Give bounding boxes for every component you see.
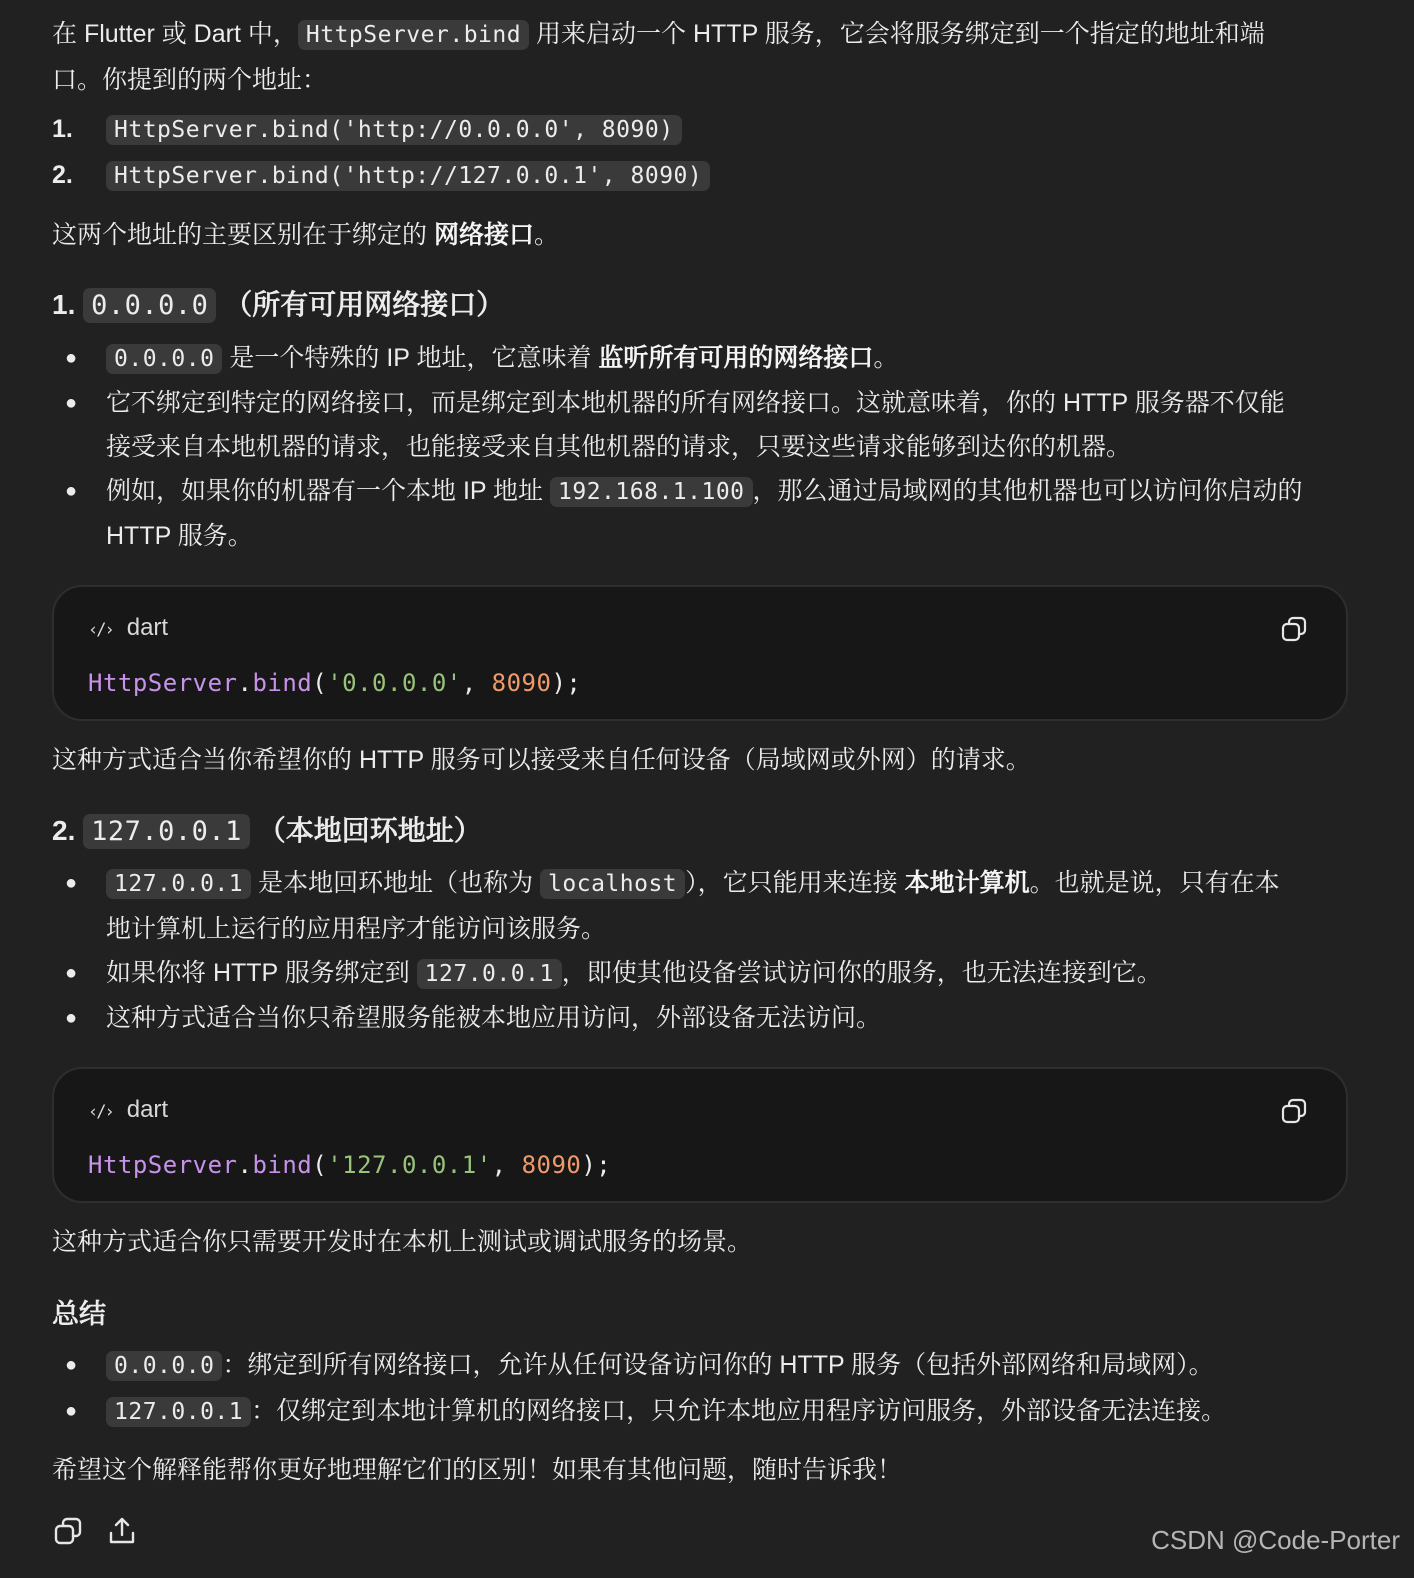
bullet-dot: ●: [65, 962, 78, 984]
code-line: [88, 1151, 611, 1179]
bullet-text: [106, 951, 1162, 996]
text: ：绑定到所有网络接口，允许从任何设备访问你的 HTTP 服务（包括外部网络和局域网）。: [222, 1351, 1214, 1379]
text: ），它只能用来连接: [685, 869, 905, 897]
text: 是本地回环地址（也称为: [251, 869, 541, 897]
code-block-header: [88, 613, 168, 643]
list-item: [52, 1389, 1352, 1433]
text: ：仅绑定到本地计算机的网络接口，只允许本地应用程序访问服务，外部设备无法连接。: [251, 1397, 1227, 1425]
bold-text: 本地计算机: [904, 869, 1030, 897]
paragraph-text: 这两个地址的主要区别在于绑定的: [52, 221, 434, 249]
paragraph-text: 这种方式适合当你希望你的 HTTP 服务可以接受来自任何设备（局域网或外网）的请求。: [52, 746, 1031, 774]
token-punct: .: [237, 669, 253, 697]
list-item: [52, 381, 1352, 425]
intro-text: 在 Flutter 或 Dart 中，: [52, 20, 298, 48]
inline-code: HttpServer.bind: [298, 20, 529, 50]
bullet-dot: ●: [65, 347, 78, 369]
token-method: bind: [252, 1151, 313, 1179]
list-item: [52, 951, 1352, 995]
intro-text: 用来启动一个 HTTP 服务，它会将服务绑定到一个指定的地址和端: [529, 20, 1265, 48]
list-item: [52, 153, 710, 197]
bullet-text: [106, 1389, 1226, 1434]
bold-text: 监听所有可用的网络接口: [598, 344, 874, 372]
bullet-dot: ●: [65, 1007, 78, 1029]
token-number: 8090: [521, 1151, 582, 1179]
token-class: HttpServer: [88, 1151, 238, 1179]
text: 例如，如果你的机器有一个本地 IP 地址: [106, 477, 551, 505]
inline-code: 127.0.0.1: [83, 814, 250, 849]
bullet-text: 这种方式适合当你只希望服务能被本地应用访问，外部设备无法访问。: [106, 1004, 882, 1032]
inline-code: 127.0.0.1: [417, 959, 562, 989]
inline-code: 0.0.0.0: [83, 288, 216, 323]
inline-code: 127.0.0.1: [106, 869, 251, 899]
summary-heading: 总结: [52, 1299, 106, 1329]
share-icon[interactable]: [106, 1515, 138, 1547]
list-item-continuation: [52, 907, 1352, 951]
token-punct: .: [237, 1151, 253, 1179]
text: 。也就是说，只有在本: [1029, 869, 1280, 897]
list-item: [52, 861, 1352, 905]
token-punct: (: [312, 669, 328, 697]
copy-icon[interactable]: [1280, 615, 1308, 643]
code-line: [88, 669, 581, 697]
bullet-text: [106, 1343, 1214, 1388]
token-punct: );: [581, 1151, 612, 1179]
bullet-text: [106, 336, 898, 381]
list-item: [52, 996, 1352, 1040]
heading-number: 2.: [52, 815, 76, 846]
copy-icon[interactable]: [1280, 1097, 1308, 1125]
text: ，即使其他设备尝试访问你的服务，也无法连接到它。: [561, 959, 1162, 987]
paragraph-text: 。: [533, 221, 559, 249]
list-number: 1.: [52, 115, 73, 143]
bullet-dot: ●: [65, 1354, 78, 1376]
bullet-text: 接受来自本地机器的请求，也能接受来自其他机器的请求，只要这些请求能够到达你的机器。: [106, 433, 1132, 461]
intro-line-1: [52, 12, 1265, 56]
text: 是一个特殊的 IP 地址，它意味着: [222, 344, 599, 372]
token-punct: ,: [491, 1151, 522, 1179]
inline-code: HttpServer.bind('http://0.0.0.0', 8090): [106, 115, 682, 145]
text: ，那么通过局域网的其他机器也可以访问你启动的: [752, 477, 1303, 505]
bullet-dot: ●: [65, 480, 78, 502]
inline-code: localhost: [540, 869, 685, 899]
heading-title: （所有可用网络接口）: [224, 289, 505, 320]
token-string: '127.0.0.1': [327, 1151, 492, 1179]
text: 如果你将 HTTP 服务绑定到: [106, 959, 417, 987]
token-punct: (: [312, 1151, 328, 1179]
token-method: bind: [252, 669, 313, 697]
list-item: [52, 336, 1352, 380]
bullet-text: [106, 469, 1303, 514]
list-item: [52, 1343, 1352, 1387]
list-number: 2.: [52, 161, 73, 189]
token-string: '0.0.0.0': [327, 669, 462, 697]
bullet-dot: ●: [65, 392, 78, 414]
bullet-dot: ●: [65, 872, 78, 894]
section-1-heading: [52, 283, 504, 327]
code-block: [52, 1067, 1348, 1203]
bullet-text: 地计算机上运行的应用程序才能访问该服务。: [106, 915, 607, 943]
bullet-text: HTTP 服务。: [106, 522, 253, 550]
bullet-text: 它不绑定到特定的网络接口，而是绑定到本地机器的所有网络接口。这就意味着，你的 HTTP 服务器不仅能: [106, 389, 1285, 417]
token-class: HttpServer: [88, 669, 238, 697]
heading-title: （本地回环地址）: [257, 815, 482, 846]
code-language: dart: [126, 614, 169, 641]
token-punct: ,: [461, 669, 492, 697]
list-item-continuation: [52, 514, 1352, 558]
diff-paragraph: [52, 213, 559, 257]
bullet-dot: ●: [65, 1400, 78, 1422]
inline-code: 0.0.0.0: [106, 1351, 222, 1381]
paragraph-text: 这种方式适合你只需要开发时在本机上测试或调试服务的场景。: [52, 1228, 753, 1256]
token-punct: );: [551, 669, 582, 697]
bold-text: 网络接口: [433, 221, 534, 249]
inline-code: 127.0.0.1: [106, 1397, 251, 1427]
inline-code: 192.168.1.100: [550, 477, 753, 507]
token-number: 8090: [491, 669, 552, 697]
code-language: dart: [126, 1096, 169, 1123]
list-item: [52, 469, 1352, 513]
inline-code: 0.0.0.0: [106, 344, 222, 374]
list-item: [52, 107, 682, 151]
intro-line-2: 口。你提到的两个地址：: [52, 66, 328, 94]
bullet-text: [106, 861, 1280, 906]
closing-paragraph: 希望这个解释能帮你更好地理解它们的区别！如果有其他问题，随时告诉我！: [52, 1456, 903, 1484]
watermark: CSDN @Code-Porter: [1151, 1525, 1400, 1555]
inline-code: HttpServer.bind('http://127.0.0.1', 8090): [106, 161, 710, 191]
code-brackets-icon: ‹/›: [88, 620, 113, 640]
text: 。: [873, 344, 899, 372]
list-item-continuation: [52, 425, 1352, 469]
heading-number: 1.: [52, 289, 76, 320]
code-block-header: [88, 1095, 168, 1125]
code-brackets-icon: ‹/›: [88, 1102, 113, 1122]
code-block: [52, 585, 1348, 721]
copy-icon[interactable]: [52, 1515, 84, 1547]
section-2-heading: [52, 809, 482, 853]
